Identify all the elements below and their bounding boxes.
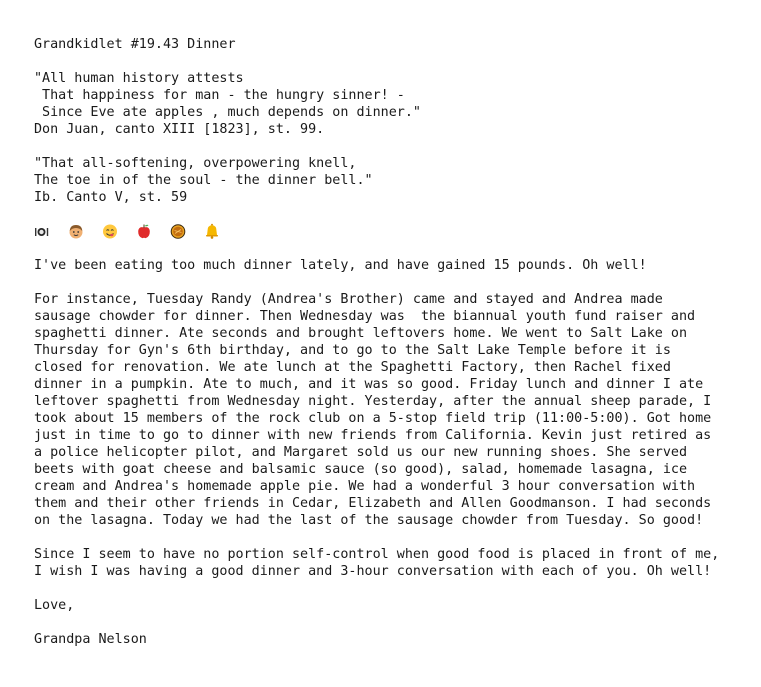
quote1-source: Don Juan, canto XIII [1823], st. 99. [34, 122, 325, 137]
paragraph-2-line: just in time to go to dinner with new friends from California. Kevin just retired as [34, 428, 712, 443]
paragraph-2-line: cream and Andrea's homemade apple pie. We had a wonderful 3 hour conversation with [34, 479, 696, 494]
bell-icon [204, 223, 238, 240]
signature: Grandpa Nelson [34, 632, 147, 647]
paragraph-3 [34, 546, 754, 580]
pie-icon [170, 223, 204, 240]
paragraph-2-line: sausage chowder for dinner. Then Wednesday was the biannual youth fund raiser and [34, 309, 696, 324]
paragraph-2-line: them and their other friends in Cedar, Elizabeth and Allen Goodmanson. I had seconds [34, 496, 712, 511]
paragraph-2-line: closed for renovation. We ate lunch at the Spaghetti Factory, then Rachel fixed [34, 360, 671, 375]
paragraph-2-line: a police helicopter pilot, and Margaret sold us our new running shoes. She served [34, 445, 688, 460]
paragraph-1: I've been eating too much dinner lately, and have gained 15 pounds. Oh well! [34, 258, 647, 273]
quote1-line-2: That happiness for man - the hungry sinner! - [34, 88, 405, 103]
paragraph-2-line: took about 15 members of the rock club on a 5-stop field trip (11:00-5:00). Got home [34, 411, 712, 426]
email-body [34, 36, 754, 648]
apple-icon [136, 223, 170, 240]
quote1-line-3: Since Eve ate apples , much depends on dinner." [34, 105, 421, 120]
paragraph-2-line: on the lasagna. Today we had the last of the sausage chowder from Tuesday. So good! [34, 513, 704, 528]
email-title: Grandkidlet #19.43 Dinner [34, 37, 236, 52]
paragraph-2 [34, 291, 754, 529]
paragraph-3-line: Since I seem to have no portion self-control when good food is placed in front of me, [34, 547, 720, 562]
paragraph-2-line: spaghetti dinner. Ate seconds and brought leftovers home. We went to Salt Lake on [34, 326, 688, 341]
paragraph-2-line: For instance, Tuesday Randy (Andrea's Brother) came and stayed and Andrea made [34, 292, 663, 307]
quote2-line-1: "That all-softening, overpowering knell, [34, 156, 357, 171]
emoji-row [34, 223, 754, 240]
yum-face-icon [102, 223, 136, 240]
quote2-source: Ib. Canto V, st. 59 [34, 190, 188, 205]
paragraph-2-line: Thursday for Gyn's 6th birthday, and to go to the Salt Lake Temple before it is [34, 343, 671, 358]
paragraph-2-line: dinner in a pumpkin. Ate to much, and it was so good. Friday lunch and dinner I ate [34, 377, 704, 392]
closing: Love, [34, 598, 75, 613]
quote1-line-1: "All human history attests [34, 71, 244, 86]
paragraph-3-line: I wish I was having a good dinner and 3-hour conversation with each of you. Oh well! [34, 564, 712, 579]
quote2-line-2: The toe in of the soul - the dinner bell." [34, 173, 373, 188]
paragraph-2-line: leftover spaghetti from Wednesday night. Yesterday, after the annual sheep parade, I [34, 394, 712, 409]
paragraph-2-line: beets with goat cheese and balsamic sauce (so good), salad, homemade lasagna, ice [34, 462, 688, 477]
plate-icon [34, 223, 68, 240]
boy-face-icon [68, 223, 102, 240]
